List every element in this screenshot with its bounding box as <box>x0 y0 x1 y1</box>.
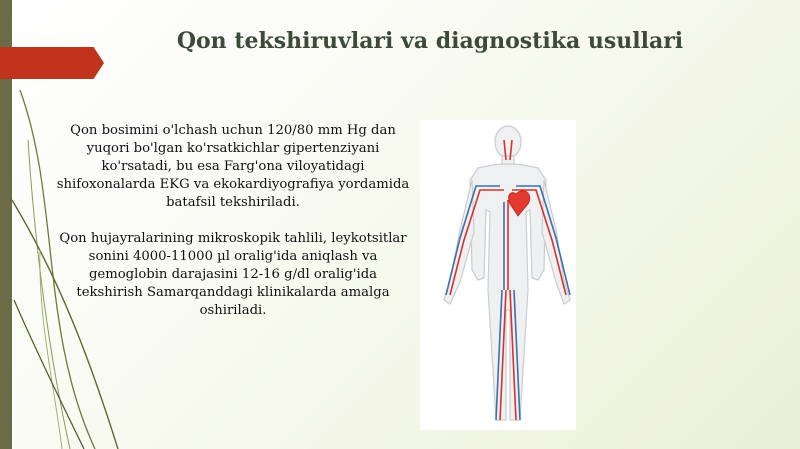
circulatory-system-image <box>420 120 576 430</box>
slide-title: Qon tekshiruvlari va diagnostika usullari <box>176 28 684 54</box>
title-arrow-icon <box>0 47 104 79</box>
circulatory-system-figure-icon <box>420 120 576 430</box>
paragraph-blood-cells: Qon hujayralarining mikroskopik tahlili, leykotsitlar sonini 4000-11000 µl oralig'ida aniqlash va gemoglobin darajasini 12-16 g/dl oralig'ida tekshirish Samarqanddagi klinikalarda amalga oshiriladi. <box>59 231 407 318</box>
paragraph-blood-pressure: Qon bosimini o'lchash uchun 120/80 mm Hg dan yuqori bo'lgan ko'rsatkichlar gipertenziyani ko'rsatadi, bu esa Farg'ona viloyatidagi shifoxonalarda EKG va ekokardiyografiya yordamida batafsil tekshiriladi. <box>56 123 410 210</box>
slide-content <box>55 122 411 320</box>
